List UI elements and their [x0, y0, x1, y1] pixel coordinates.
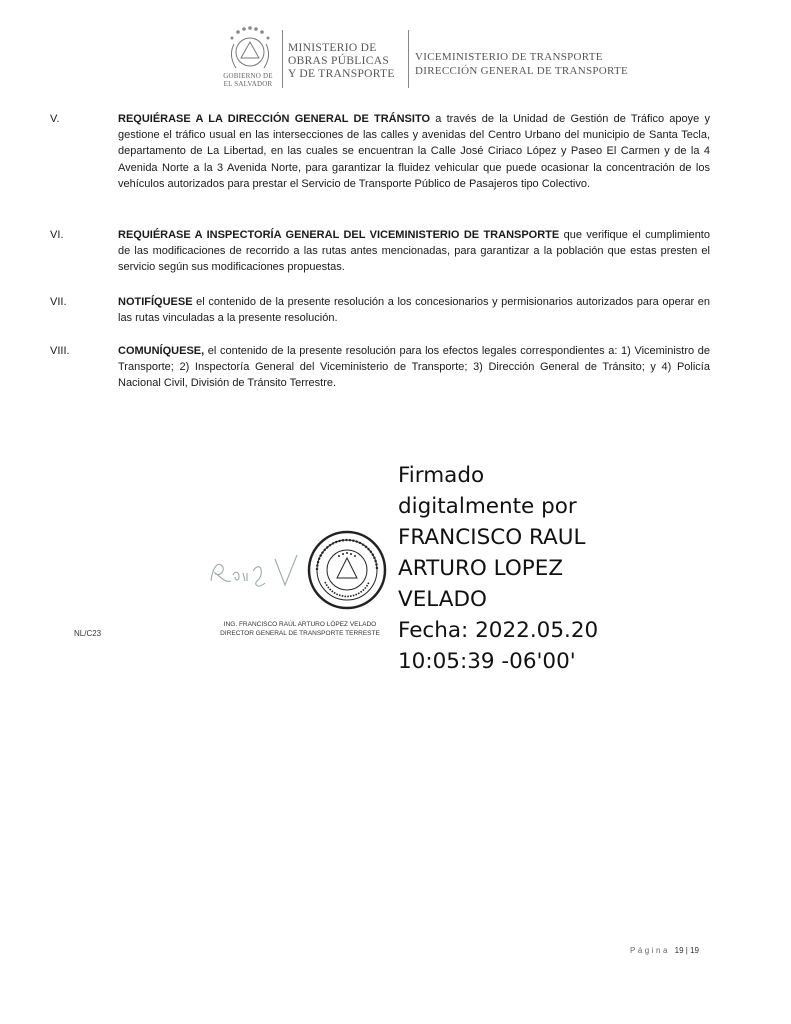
crest-caption: GOBIERNO DE EL SALVADOR — [223, 72, 273, 88]
item-body: el contenido de la presente resolución para los efectos legales correspondientes a: 1) Viceministro de Transporte; 2) Inspectoría General del Viceministerio de Transporte; 3) Dirección General de Tránsito; y 4) Policía Nacional Civil, División de Tránsito Terrestre. — [118, 345, 710, 390]
item-lead: COMUNÍQUESE, — [118, 345, 205, 357]
item-text — [118, 343, 710, 392]
item-lead: REQUIÉRASE A LA DIRECCIÓN GENERAL DE TRÁNSITO — [118, 113, 431, 125]
item-body: a través de la Unidad de Gestión de Tráfico apoye y gestione el tráfico usual en las intersecciones de las calles y avenidas del Centro Urbano del municipio de Santa Tecla, departamento de La Libertad, en las cuales se encuentran la Calle José Ciriaco López y Paseo El Carmen y de la 4 Avenida Norte a la 3 Avenida Norte, para garantizar la fluidez vehicular que puede ocasionar la concentración de los vehículos autorizados para prestar el Servicio de Transporte Público de Pasajeros tipo Colectivo. — [118, 113, 710, 190]
item-text — [118, 227, 710, 276]
item-number: VIII. — [50, 345, 70, 357]
reference-code: NL/C23 — [74, 629, 102, 638]
item-body: que verifique el cumplimiento de las modificaciones de recorrido a las rutas antes mencionadas, para garantizar a la población que estas presten el servicio según sus modificaciones propuestas. — [118, 229, 710, 274]
page-footer: Página 19 | 19 — [630, 946, 699, 955]
item-lead: NOTIFÍQUESE — [118, 296, 193, 308]
item-number: V. — [50, 113, 60, 125]
resolution-item-viii — [50, 343, 710, 392]
page-label: Página — [630, 946, 670, 955]
letterhead — [212, 18, 652, 90]
header-divider — [282, 30, 283, 88]
item-lead: REQUIÉRASE A INSPECTORÍA GENERAL DEL VICEMINISTERIO DE TRANSPORTE — [118, 229, 560, 241]
handwritten-signature — [205, 545, 305, 595]
item-body: el contenido de la presente resolución a los concesionarios y permisionarios autorizados para operar en las rutas vinculadas a la presente resolución. — [118, 296, 710, 325]
digital-signature-block: Firmado digitalmente por FRANCISCO RAUL ARTURO LOPEZ VELADO Fecha: 2022.05.20 10:05:39 -06'00' — [398, 463, 599, 674]
ministry-name: MINISTERIO DE OBRAS PÚBLICAS Y DE TRANSPORTE — [288, 42, 395, 80]
item-number: VI. — [50, 229, 64, 241]
item-text — [118, 294, 710, 326]
item-text — [118, 111, 710, 192]
item-number: VII. — [50, 296, 67, 308]
page-total: 19 — [690, 946, 699, 955]
viceministry-name: VICEMINISTERIO DE TRANSPORTE DIRECCIÓN GENERAL DE TRANSPORTE — [415, 51, 629, 77]
resolution-item-vi — [50, 227, 710, 276]
header-divider — [408, 30, 409, 88]
signer-title: DIRECTOR GENERAL DE TRANSPORTE TERRESTE — [220, 630, 380, 637]
resolution-item-v — [50, 111, 710, 192]
page-number: 19 — [674, 946, 684, 955]
resolution-item-vii — [50, 294, 710, 326]
signer-name: ING. FRANCISCO RAÚL ARTURO LÓPEZ VELADO — [223, 621, 377, 628]
official-seal-icon — [307, 530, 387, 610]
